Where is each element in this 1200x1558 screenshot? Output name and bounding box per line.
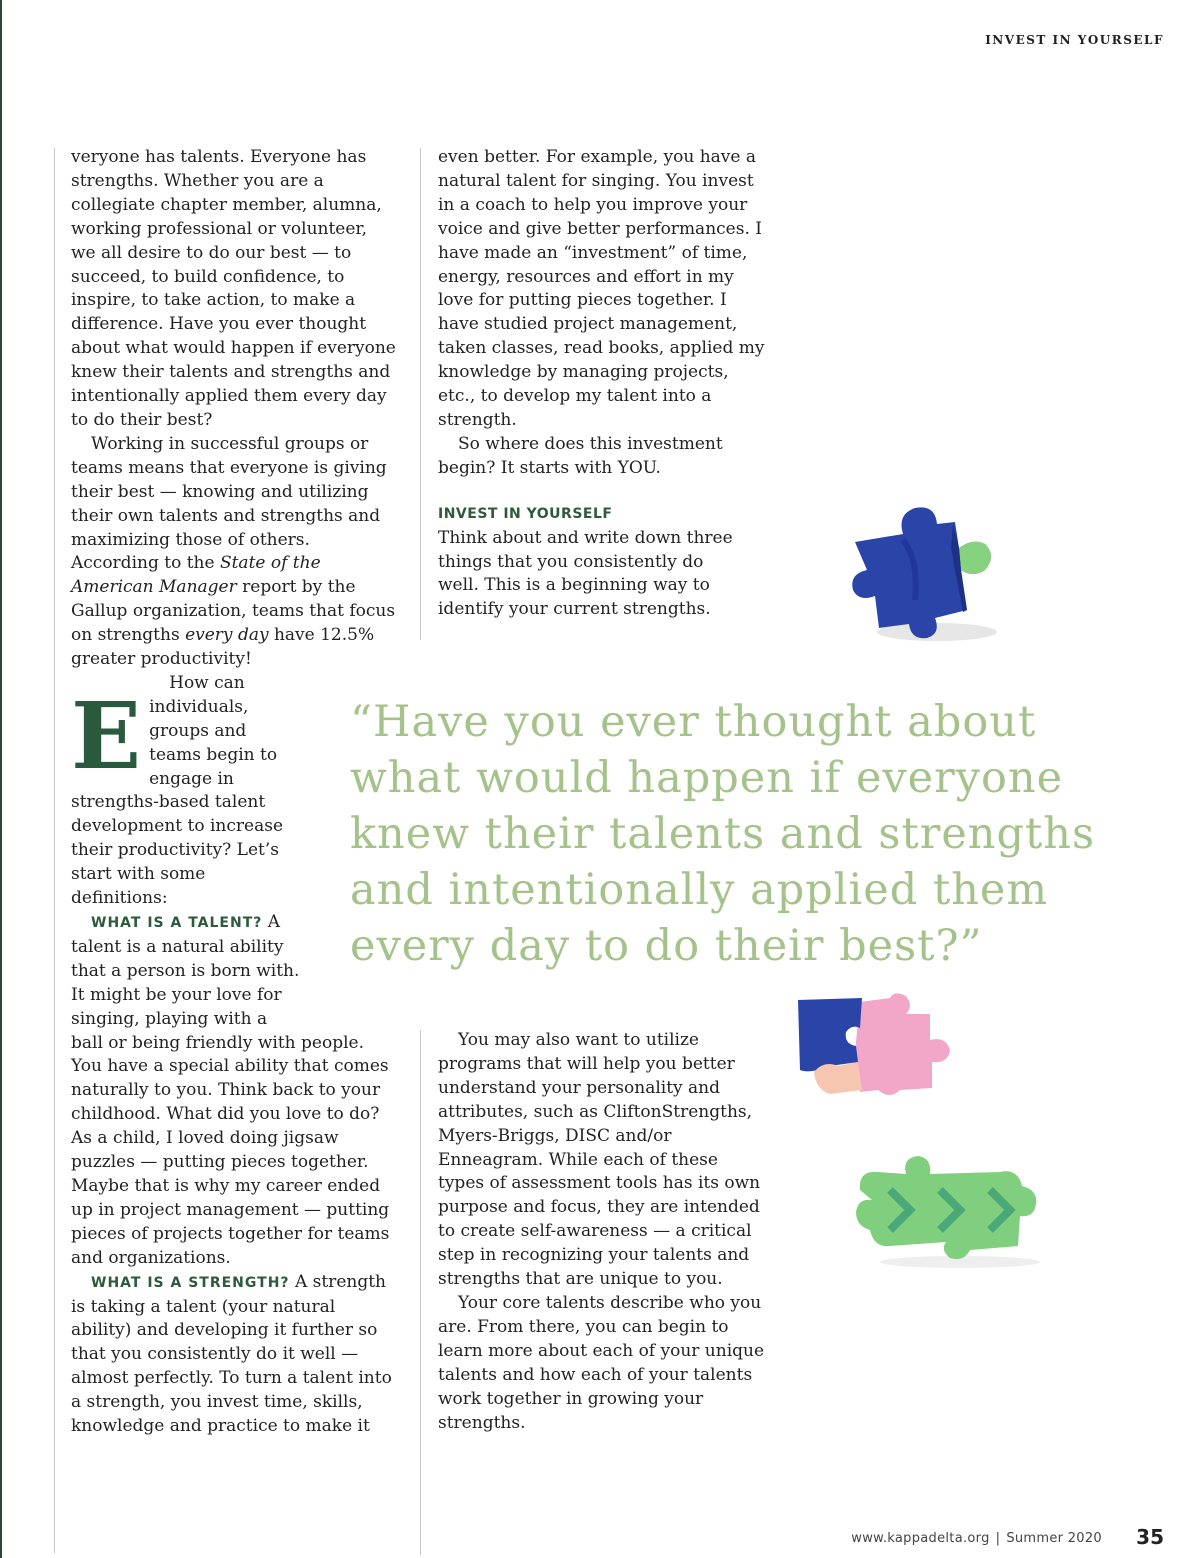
intro-paragraph: veryone has talents. Everyone has strengths. Whether you are a collegiate chapter member, alumna, working professional or volunteer, we all desire to do our best — to succeed, to build confidence, to inspire, to take action, to make a difference. Have you ever thought about what would happen if everyone knew their talents and strengths and intentionally applied them every day to do their best? bbox=[71, 147, 396, 430]
strength-paragraph: WHAT IS A STRENGTH? A strength is taking a talent (your natural ability) and developing it further so that you consistently do it well — almost perfectly. To turn a talent into a strength, you invest time, skills, knowledge and practice to make it bbox=[71, 1271, 392, 1437]
puzzle-pieces-blue-pink-icon bbox=[790, 992, 960, 1107]
left-edge-rule bbox=[0, 0, 2, 1558]
footer-website: www.kappadelta.org bbox=[851, 1531, 990, 1546]
core-talents-paragraph: Your core talents describe who you are. From there, you can begin to learn more about each of your unique talents and how each of your talents work together in growing your strengths. bbox=[438, 1292, 765, 1433]
talent-heading: WHAT IS A TALENT? bbox=[91, 915, 263, 931]
drop-cap: E bbox=[71, 682, 142, 790]
column-rule-middle-top bbox=[420, 148, 421, 640]
groups-paragraph: Working in successful groups or teams means that everyone is giving their best — knowing and utilizing their own talents and strengths and maximizing those of others. According to the State of the American Manager report by the Gallup organization, teams that focus on strengths every day have 12.5% greater productivity! bbox=[71, 433, 396, 670]
puzzle-piece-blue-icon bbox=[845, 500, 1015, 650]
strength-heading: WHAT IS A STRENGTH? bbox=[91, 1274, 290, 1291]
article-column-1 bbox=[71, 146, 396, 1439]
definitions-paragraph: How can individuals, groups and teams begin to engage in strengths-based talent development to increase their productivity? Let’s start with some definitions: bbox=[71, 672, 284, 909]
pull-quote: “Have you ever thought about what would happen if everyone knew their talents and strengths and intentionally applied them every day to do their best?” bbox=[350, 697, 1096, 971]
talent-paragraph: WHAT IS A TALENT? A talent is a natural ability that a person is born with. It might be your love for singing, playing with a ball or being friendly with people. You have a special ability that comes naturally to you. Think back to your childhood. What did you love to do? As a child, I loved doing jigsaw puzzles — putting pieces together. Maybe that is why my career ended up in project management — putting pieces of projects together for teams and organizations. bbox=[71, 912, 390, 1268]
page-number: 35 bbox=[1136, 1525, 1164, 1549]
page-footer bbox=[851, 1531, 1102, 1546]
begin-paragraph: So where does this investment begin? It starts with YOU. bbox=[438, 433, 723, 478]
puzzle-piece-green-icon bbox=[850, 1150, 1050, 1270]
investment-paragraph: even better. For example, you have a natural talent for singing. You invest in a coach to help you improve your voice and give better performances. I have made an “investment” of time, energy, resources and effort in my love for putting pieces together. I have studied project management, taken classes, read books, applied my knowledge by managing projects, etc., to develop my talent into a strength. bbox=[438, 147, 765, 430]
assessment-paragraph: You may also want to utilize programs that will help you better understand your personality and attributes, such as CliftonStrengths, Myers-Briggs, DISC and/or Enneagram. While each of these types of assessment tools has its own purpose and focus, they are intended to create self-awareness — a critical step in recognizing your talents and strengths that are unique to you. bbox=[438, 1030, 761, 1290]
section-label: INVEST IN YOURSELF bbox=[985, 33, 1164, 47]
article-column-2-top bbox=[438, 146, 768, 622]
footer-separator: | bbox=[995, 1531, 1001, 1546]
article-column-2-bottom bbox=[438, 1029, 768, 1435]
invest-subhead: INVEST IN YOURSELF bbox=[438, 505, 613, 522]
footer-issue: Summer 2020 bbox=[1006, 1531, 1102, 1546]
three-things-paragraph: Think about and write down three things that you consistently do well. This is a beginning way to identify your current strengths. bbox=[438, 527, 733, 620]
column-rule-middle-bottom bbox=[420, 1030, 421, 1555]
column-rule-left bbox=[54, 148, 55, 1553]
